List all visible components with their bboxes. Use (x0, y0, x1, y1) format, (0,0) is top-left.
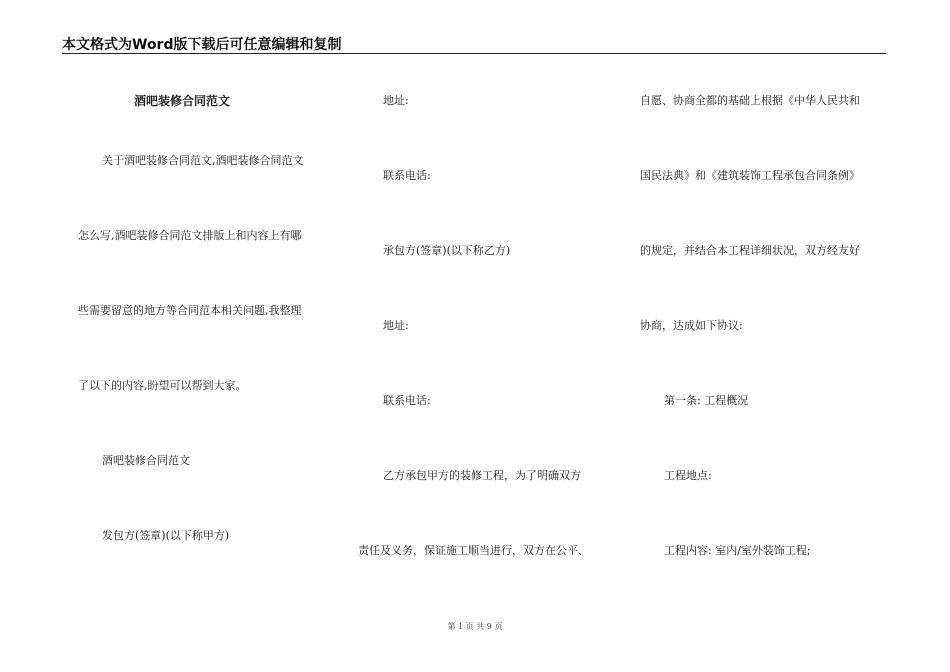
paragraph-line: 工程内容: 室内/室外装饰工程; (664, 544, 811, 557)
paragraph-line: 承包方(签章)(以下称乙方) (383, 244, 511, 257)
paragraph-line: 的规定，并结合本工程详细状况，双方经友好 (640, 244, 860, 257)
paragraph-line: 协商，达成如下协议: (640, 319, 743, 332)
paragraph-line: 自愿、协商全都的基础上根据《中华人民共和 (640, 94, 860, 107)
paragraph-line: 国民法典》和《建筑装饰工程承包合同条例》 (640, 169, 860, 182)
document-title: 酒吧装修合同范文 (134, 94, 231, 108)
paragraph-line: 责任及义务，保证施工顺当进行，双方在公平、 (358, 544, 589, 557)
paragraph-line: 联系电话: (383, 169, 431, 182)
section-heading: 第一条: 工程概况 (664, 394, 749, 407)
paragraph-line: 乙方承包甲方的装修工程，为了明确双方 (383, 469, 581, 482)
paragraph-line: 地址: (383, 319, 409, 332)
paragraph-line: 联系电话: (383, 394, 431, 407)
section-heading: 酒吧装修合同范文 (102, 454, 190, 467)
paragraph-line: 关于酒吧装修合同范文,酒吧装修合同范文 (102, 154, 304, 167)
document-header: 本文格式为Word版下载后可任意编辑和复制 (62, 37, 342, 53)
paragraph-line: 了以下的内容,盼望可以帮到大家。 (78, 379, 247, 392)
paragraph-line: 地址: (383, 94, 409, 107)
page-number-footer: 第 1 页 共 9 页 (447, 622, 503, 631)
paragraph-line: 些需要留意的地方等合同范本相关问题,我整理 (78, 304, 302, 317)
paragraph-line: 发包方(签章)(以下称甲方) (102, 529, 230, 542)
paragraph-line: 工程地点: (664, 469, 712, 482)
paragraph-line: 怎么写,酒吧装修合同范文排版上和内容上有哪 (78, 229, 302, 242)
